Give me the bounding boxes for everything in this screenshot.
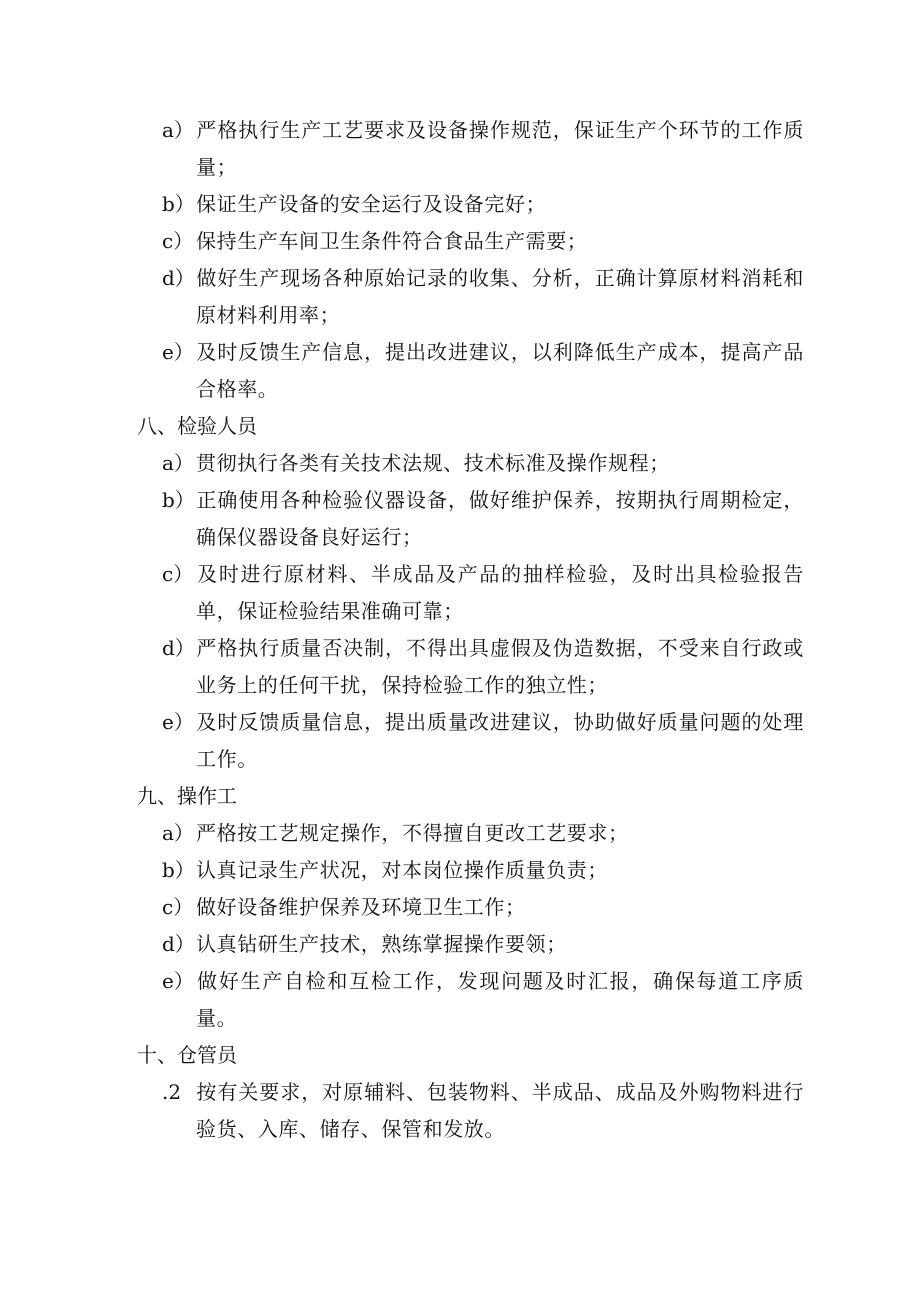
item-text: 做好设备维护保养及环境卫生工作； [196,895,526,919]
item-text: 保持生产车间卫生条件符合食品生产需要； [196,229,588,253]
list-item [162,926,804,963]
item-text: 严格按工艺规定操作，不得擅自更改工艺要求； [196,821,629,845]
list-item [162,630,804,704]
section-heading: 九、操作工 [137,784,237,808]
list-item [162,556,804,630]
item-text: 及时进行原材料、半成品及产品的抽样检验，及时出具检验报告单，保证检验结果准确可靠； [196,562,804,623]
list-item [162,260,804,334]
item-marker: a） [162,118,194,142]
section-operators [0,778,920,1037]
list-item [162,815,804,852]
item-marker: d） [162,932,195,956]
list-item [162,852,804,889]
item-text: 贯彻执行各类有关技术法规、技术标准及操作规程； [196,451,670,475]
section-inspection-staff [0,408,920,778]
item-text: 按有关要求，对原辅料、包装物料、半成品、成品及外购物料进行验货、入库、储存、保管和发放。 [196,1080,804,1141]
item-text: 认真钻研生产技术，熟练掌握操作要领； [196,932,567,956]
section-heading: 八、检验人员 [137,414,257,438]
item-text: 及时反馈质量信息，提出质量改进建议，协助做好质量问题的处理工作。 [196,710,804,771]
list-item [162,1074,804,1148]
item-text: 严格执行生产工艺要求及设备操作规范，保证生产个环节的工作质量； [196,118,804,179]
item-text: 认真记录生产状况，对本岗位操作质量负责； [196,858,608,882]
item-marker: c） [162,895,194,919]
list-item [162,334,804,408]
item-text: 正确使用各种检验仪器设备，做好维护保养，按期执行周期检定，确保仪器设备良好运行； [196,488,804,549]
list-item [162,112,804,186]
list-item [162,445,804,482]
item-text: 保证生产设备的安全运行及设备完好； [196,192,547,216]
item-marker: e） [162,710,194,734]
item-marker: b） [162,858,195,882]
document-page [0,112,920,1148]
item-marker: b） [162,488,195,512]
list-item [162,482,804,556]
section-heading: 十、仓管员 [137,1043,237,1067]
item-marker: a） [162,451,194,475]
item-text: 做好生产自检和互检工作，发现问题及时汇报，确保每道工序质量。 [196,969,804,1030]
item-marker: d） [162,266,195,290]
item-marker: e） [162,969,194,993]
item-marker: c） [162,229,194,253]
item-marker: b） [162,192,195,216]
section-production-duties [0,112,920,408]
item-marker: a） [162,821,194,845]
item-text: 及时反馈生产信息，提出改进建议，以利降低生产成本，提高产品合格率。 [196,340,804,401]
list-item [162,963,804,1037]
item-marker: d） [162,636,195,660]
item-text: 严格执行质量否决制，不得出具虚假及伪造数据，不受来自行政或业务上的任何干扰，保持检验工作的独立性； [196,636,804,697]
item-marker: e） [162,340,194,364]
item-marker: .2 [162,1080,182,1104]
list-item [162,889,804,926]
list-item [162,186,804,223]
item-text: 做好生产现场各种原始记录的收集、分析，正确计算原材料消耗和原材料利用率； [196,266,804,327]
section-warehouse-keeper [0,1037,920,1148]
list-item [162,704,804,778]
item-marker: c） [162,562,194,586]
list-item [162,223,804,260]
